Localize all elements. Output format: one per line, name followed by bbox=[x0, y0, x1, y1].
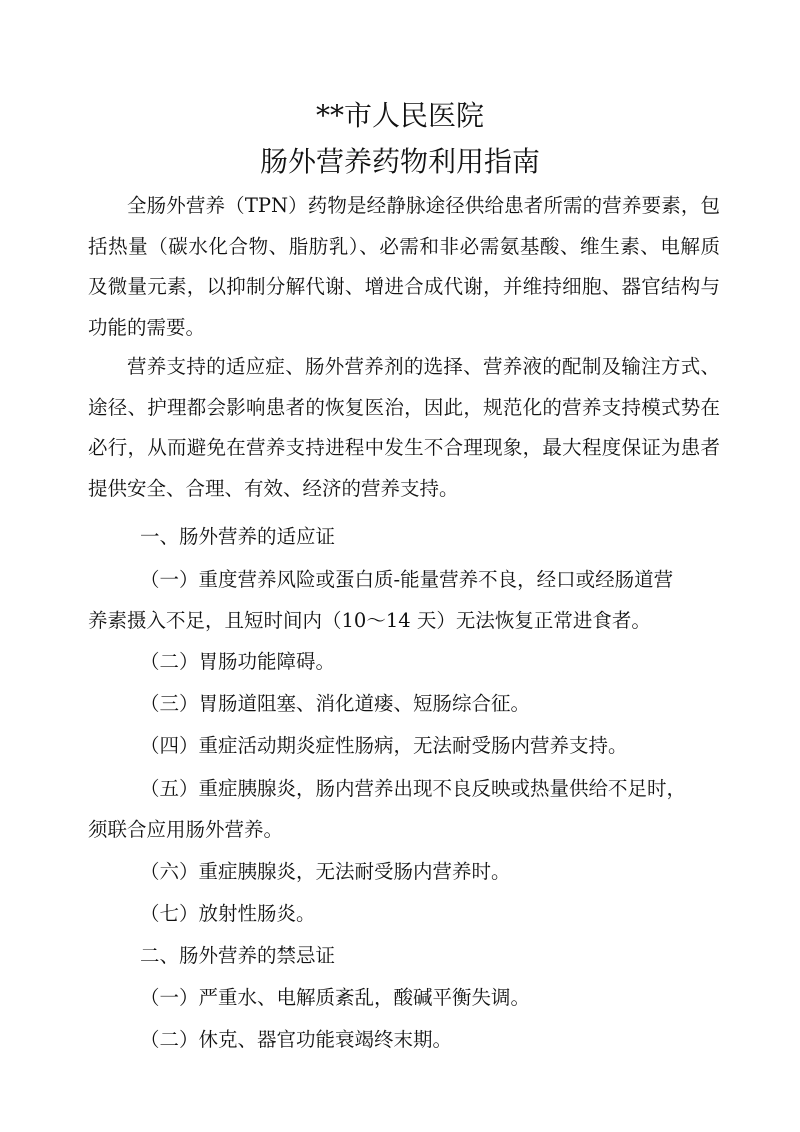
document-title: 肠外营养药物利用指南 bbox=[259, 145, 540, 178]
section1-item-7: （七）放射性肠炎。 bbox=[140, 902, 316, 925]
section1-item-5 bbox=[88, 769, 728, 850]
section1-heading: 一、肠外营养的适应证 bbox=[140, 525, 336, 548]
section1-item-1-line2: 养素摄入不足，且短时间内（10～14 天）无法恢复正常进食者。 bbox=[88, 608, 651, 632]
section1-item-3: （三）胃肠道阻塞、消化道瘘、短肠综合征。 bbox=[140, 692, 531, 715]
hospital-name: **市人民医院 bbox=[315, 99, 484, 132]
section1-item-4: （四）重症活动期炎症性肠病，无法耐受肠内营养支持。 bbox=[140, 734, 628, 757]
section1-item-5-line1: （五）重症胰腺炎，肠内营养出现不良反映或热量供给不足时， bbox=[140, 777, 687, 800]
intro-paragraph-2: 营养支持的适应症、肠外营养剂的选择、营养液的配制及输注方式、途径、护理都会影响患者的恢复医治，因此，规范化的营养支持模式势在必行，从而避免在营养支持进程中发生不合理现象，最大程度保证为患者提供安全、合理、有效、经济的营养支持。 bbox=[88, 355, 720, 500]
section2-item-2: （二）休克、器官功能衰竭终末期。 bbox=[140, 1028, 453, 1051]
section1-item-2: （二）胃肠功能障碍。 bbox=[140, 650, 336, 673]
section1-item-1-line1: （一）重度营养风险或蛋白质-能量营养不良，经口或经肠道营 bbox=[140, 568, 674, 591]
section2-item-1: （一）严重水、电解质紊乱，酸碱平衡失调。 bbox=[140, 986, 531, 1009]
section1-item-5-line2: 须联合应用肠外营养。 bbox=[88, 817, 284, 841]
section1-item-1 bbox=[88, 560, 728, 641]
intro-paragraph-1: 全肠外营养（TPN）药物是经静脉途径供给患者所需的营养要素，包括热量（碳水化合物、脂肪乳）、必需和非必需氨基酸、维生素、电解质及微量元素，以抑制分解代谢、增进合成代谢，并维持细胞、器官结构与功能的需要。 bbox=[88, 194, 720, 339]
section1-item-6: （六）重症胰腺炎，无法耐受肠内营养时。 bbox=[140, 860, 511, 883]
section2-heading: 二、肠外营养的禁忌证 bbox=[140, 944, 336, 967]
